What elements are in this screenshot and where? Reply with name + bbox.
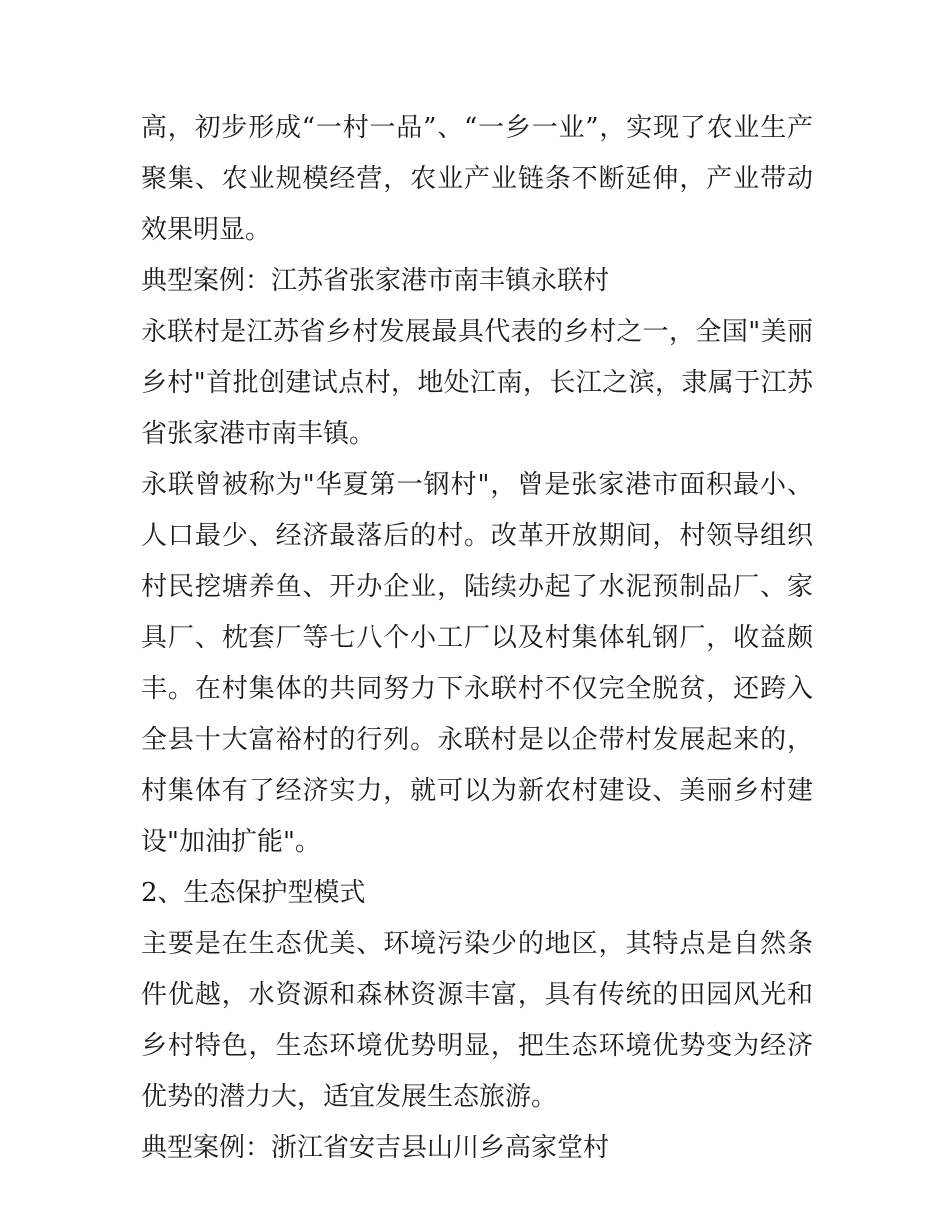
paragraph-ecological-description: 主要是在生态优美、环境污染少的地区，其特点是自然条件优越，水资源和森林资源丰富，具有传统的田园风光和乡村特色，生态环境优势明显，把生态环境优势变为经济优势的潜力大，适宜发展生态旅游。 (141, 929, 813, 1112)
section-heading-ecological: 2、生态保护型模式 (141, 878, 366, 908)
document-body (141, 103, 813, 1174)
paragraph-continuation: 高，初步形成“一村一品”、“一乡一业”，实现了农业生产聚集、农业规模经营，农业产业链条不断延伸，产业带动效果明显。 (141, 113, 813, 245)
case-heading-yonglian: 典型案例：江苏省张家港市南丰镇永联村 (141, 266, 610, 296)
paragraph-yonglian-history: 永联曾被称为"华夏第一钢村"，曾是张家港市面积最小、人口最少、经济最落后的村。改革开放期间，村领导组织村民挖塘养鱼、开办企业，陆续办起了水泥预制品厂、家具厂、枕套厂等七八个小工厂以及村集体轧钢厂，收益颇丰。在村集体的共同努力下永联村不仅完全脱贫，还跨入全县十大富裕村的行列。永联村是以企带村发展起来的，村集体有了经济实力，就可以为新农村建设、美丽乡村建设"加油扩能"。 (141, 470, 813, 857)
paragraph-yonglian-intro: 永联村是江苏省乡村发展最具代表的乡村之一，全国"美丽乡村"首批创建试点村，地处江南，长江之滨，隶属于江苏省张家港市南丰镇。 (141, 317, 813, 449)
case-heading-gaojiatang: 典型案例：浙江省安吉县山川乡高家堂村 (141, 1133, 610, 1163)
